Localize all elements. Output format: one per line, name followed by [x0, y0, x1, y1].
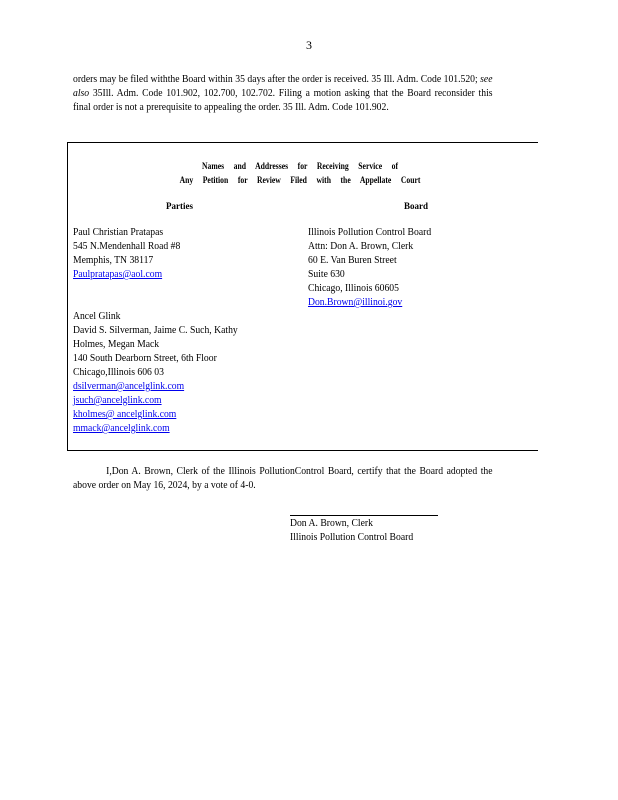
board-column-label: Board [404, 201, 429, 211]
address-line: Chicago, Illinois 60605 [308, 283, 399, 294]
address-line: David S. Silverman, Jaime C. Such, Kathy [73, 325, 238, 336]
appeal-paragraph [73, 73, 493, 115]
page-number: 3 [306, 38, 312, 52]
party-pratapas-address [73, 226, 180, 282]
signature-line [290, 515, 438, 516]
signature-block [290, 517, 413, 545]
certification-paragraph: I,Don A. Brown, Clerk of the Illinois PollutionControl Board, certify that the Board adopted the above order on May 16, 2024, by a vote of 4-0. [73, 466, 493, 491]
email-link-such[interactable]: jsuch@ancelglink.com [73, 395, 162, 406]
parties-column-label: Parties [166, 201, 193, 211]
party-ancel-glink-address [73, 310, 238, 436]
email-link-brown[interactable]: Don.Brown@illinoi.gov [308, 297, 403, 308]
heading-line-2: Any Petition for Review Filed with the Appellate Court [179, 175, 421, 185]
appeal-text-part1: orders may be filed withthe Board within 35 days after the order is received. 35 Ill. Adm. Code 101.520; [73, 74, 481, 85]
heading-line-1: Names and Addresses for Receiving Service of [201, 161, 399, 171]
service-table-heading [173, 159, 428, 187]
see-also-italic: see also [73, 74, 493, 99]
appeal-text-part2: 35Ill. Adm. Code 101.902, 102.700, 102.702. Filing a motion asking that the Board reconsider this final order is not a prerequisite to appealing the order. 35 Ill. Adm. Code 101.902. [73, 88, 493, 113]
board-address [308, 226, 431, 310]
address-line: Paul Christian Pratapas [73, 227, 164, 238]
address-line: Illinois Pollution Control Board [308, 227, 432, 238]
address-line: 140 South Dearborn Street, 6th Floor [73, 353, 217, 364]
address-line: Holmes, Megan Mack [73, 339, 160, 350]
address-line: Ancel Glink [73, 311, 121, 322]
email-link-pratapas[interactable]: Paulpratapas@aol.com [73, 269, 163, 280]
email-link-mack[interactable]: mmack@ancelglink.com [73, 423, 170, 434]
signature-org: Illinois Pollution Control Board [290, 532, 414, 543]
address-line: Chicago,Illinois 606 03 [73, 367, 164, 378]
address-line: Memphis, TN 38117 [73, 255, 154, 266]
email-link-silverman[interactable]: dsilverman@ancelglink.com [73, 381, 185, 392]
email-link-holmes[interactable]: kholmes@ ancelglink.com [73, 409, 177, 420]
address-line: 545 N.Mendenhall Road #8 [73, 241, 181, 252]
address-line: 60 E. Van Buren Street [308, 255, 397, 266]
address-line: Suite 630 [308, 269, 345, 280]
address-line: Attn: Don A. Brown, Clerk [308, 241, 414, 252]
signature-name: Don A. Brown, Clerk [290, 518, 373, 529]
